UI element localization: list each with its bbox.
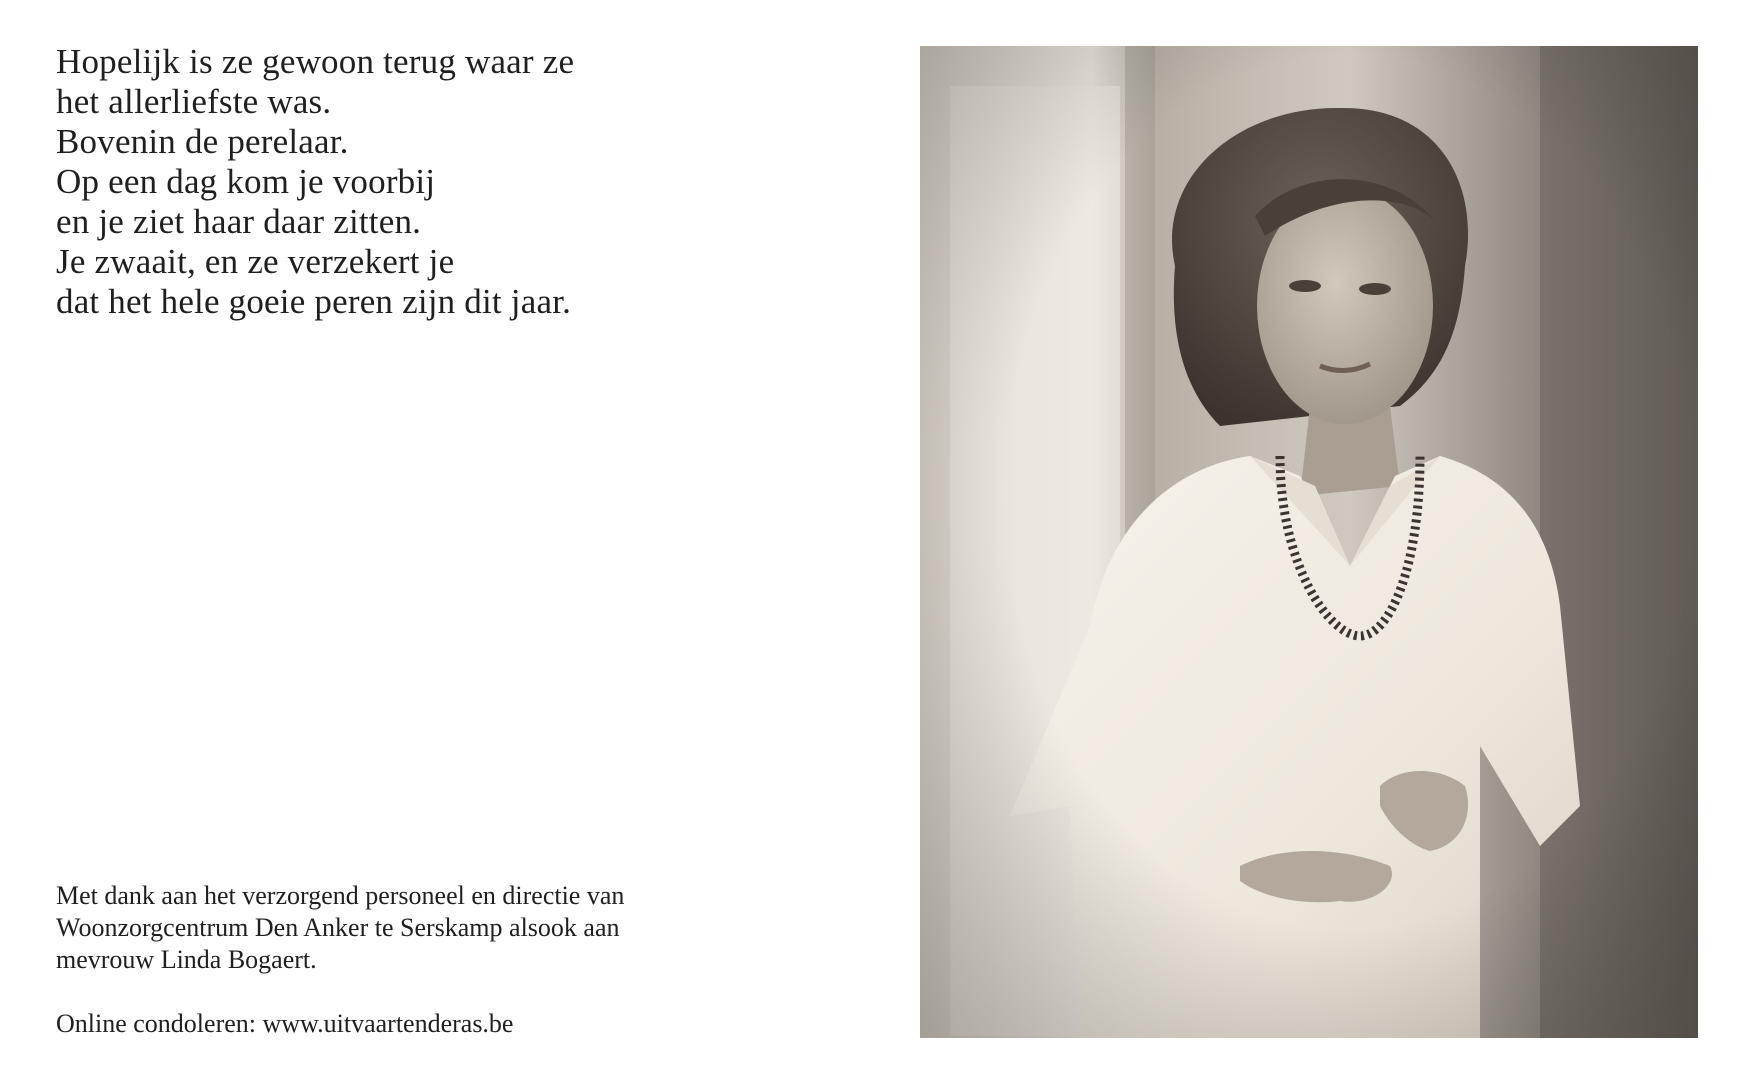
poem-line: en je ziet haar daar zitten.	[56, 202, 422, 241]
acknowledgement-line: Woonzorgcentrum Den Anker te Serskamp alsook aan	[56, 913, 620, 942]
online-condolences-text: Online condoleren: www.uitvaartenderas.be	[56, 1009, 514, 1038]
poem-block	[56, 42, 876, 322]
acknowledgement-line: mevrouw Linda Bogaert.	[56, 945, 317, 974]
portrait-photo	[920, 46, 1698, 1038]
poem-line: het allerliefste was.	[56, 82, 332, 121]
poem-line: Op een dag kom je voorbij	[56, 162, 436, 201]
poem-line: Hopelijk is ze gewoon terug waar ze	[56, 42, 575, 81]
acknowledgement-text	[56, 880, 876, 976]
poem-line: dat het hele goeie peren zijn dit jaar.	[56, 282, 572, 321]
portrait-illustration	[920, 46, 1698, 1038]
poem-line: Bovenin de perelaar.	[56, 122, 349, 161]
poem-line: Je zwaait, en ze verzekert je	[56, 242, 455, 281]
acknowledgement-line: Met dank aan het verzorgend personeel en directie van	[56, 881, 625, 910]
